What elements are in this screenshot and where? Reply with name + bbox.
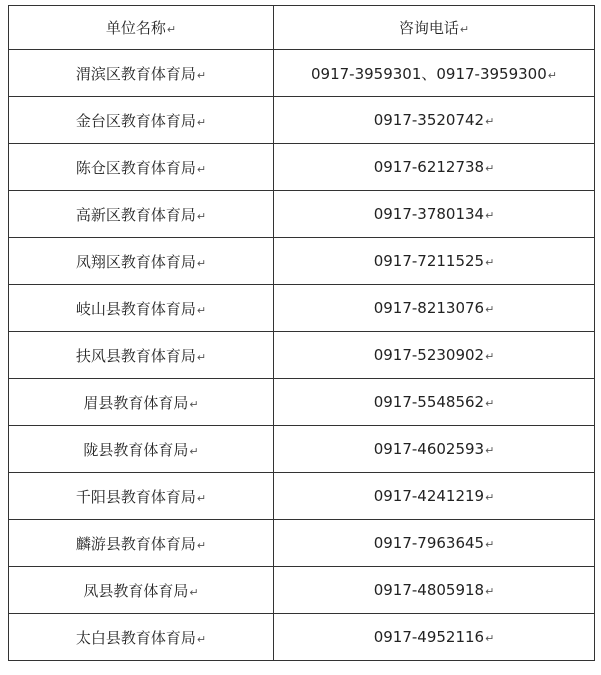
unit-name-cell: 岐山县教育体育局↵ [9,285,274,332]
paragraph-mark-icon: ↵ [485,350,495,363]
contact-table [8,5,595,661]
phone-cell: 0917-4805918↵ [274,567,595,614]
paragraph-mark-icon: ↵ [196,350,207,364]
paragraph-mark-icon: ↵ [485,444,495,457]
paragraph-mark-icon: ↵ [196,491,207,505]
table-row [9,191,595,238]
paragraph-mark-icon: ↵ [485,585,495,598]
paragraph-mark-icon: ↵ [189,397,199,411]
paragraph-mark-icon: ↵ [547,68,557,82]
unit-name-cell: 陇县教育体育局↵ [9,426,274,473]
unit-name-cell: 千阳县教育体育局↵ [9,473,274,520]
paragraph-mark-icon: ↵ [196,209,207,223]
phone-cell: 0917-4602593↵ [274,426,595,473]
header-unit-name: 单位名称↵ [9,6,274,50]
unit-name-cell: 渭滨区教育体育局↵ [9,50,274,97]
table-row [9,238,595,285]
phone-cell: 0917-6212738↵ [274,144,595,191]
table-row [9,473,595,520]
unit-name-cell: 眉县教育体育局↵ [9,379,274,426]
phone-cell: 0917-5548562↵ [274,379,595,426]
table-row [9,50,595,97]
phone-cell: 0917-4241219↵ [274,473,595,520]
phone-cell: 0917-3520742↵ [274,97,595,144]
table-row [9,614,595,661]
phone-cell: 0917-3959301、0917-3959300↵ [274,50,595,97]
paragraph-mark-icon: ↵ [485,115,495,128]
phone-cell: 0917-5230902↵ [274,332,595,379]
unit-name-cell: 陈仓区教育体育局↵ [9,144,274,191]
phone-cell: 0917-7211525↵ [274,238,595,285]
paragraph-mark-icon: ↵ [485,491,495,504]
paragraph-mark-icon: ↵ [196,256,207,270]
paragraph-mark-icon: ↵ [196,162,207,176]
table-row [9,567,595,614]
table-row [9,144,595,191]
paragraph-mark-icon: ↵ [485,303,495,316]
table-row [9,379,595,426]
phone-cell: 0917-8213076↵ [274,285,595,332]
unit-name-cell: 凤翔区教育体育局↵ [9,238,274,285]
unit-name-cell: 太白县教育体育局↵ [9,614,274,661]
paragraph-mark-icon: ↵ [485,397,495,410]
unit-name-cell: 扶风县教育体育局↵ [9,332,274,379]
header-phone: 咨询电话↵ [274,6,595,50]
paragraph-mark-icon: ↵ [459,23,470,36]
paragraph-mark-icon: ↵ [189,444,199,458]
paragraph-mark-icon: ↵ [196,68,207,82]
table-row [9,332,595,379]
paragraph-mark-icon: ↵ [485,538,495,551]
table-row [9,426,595,473]
unit-name-cell: 高新区教育体育局↵ [9,191,274,238]
paragraph-mark-icon: ↵ [196,538,207,552]
table-row [9,285,595,332]
phone-cell: 0917-4952116↵ [274,614,595,661]
paragraph-mark-icon: ↵ [485,209,495,222]
table-row [9,97,595,144]
paragraph-mark-icon: ↵ [485,632,495,645]
unit-name-cell: 金台区教育体育局↵ [9,97,274,144]
phone-cell: 0917-3780134↵ [274,191,595,238]
paragraph-mark-icon: ↵ [485,162,495,175]
table-row [9,520,595,567]
table-header-row [9,6,595,50]
paragraph-mark-icon: ↵ [166,23,177,36]
unit-name-cell: 麟游县教育体育局↵ [9,520,274,567]
phone-cell: 0917-7963645↵ [274,520,595,567]
paragraph-mark-icon: ↵ [196,115,207,129]
unit-name-cell: 凤县教育体育局↵ [9,567,274,614]
paragraph-mark-icon: ↵ [485,256,495,269]
paragraph-mark-icon: ↵ [196,303,207,317]
paragraph-mark-icon: ↵ [196,632,207,646]
paragraph-mark-icon: ↵ [189,585,199,599]
